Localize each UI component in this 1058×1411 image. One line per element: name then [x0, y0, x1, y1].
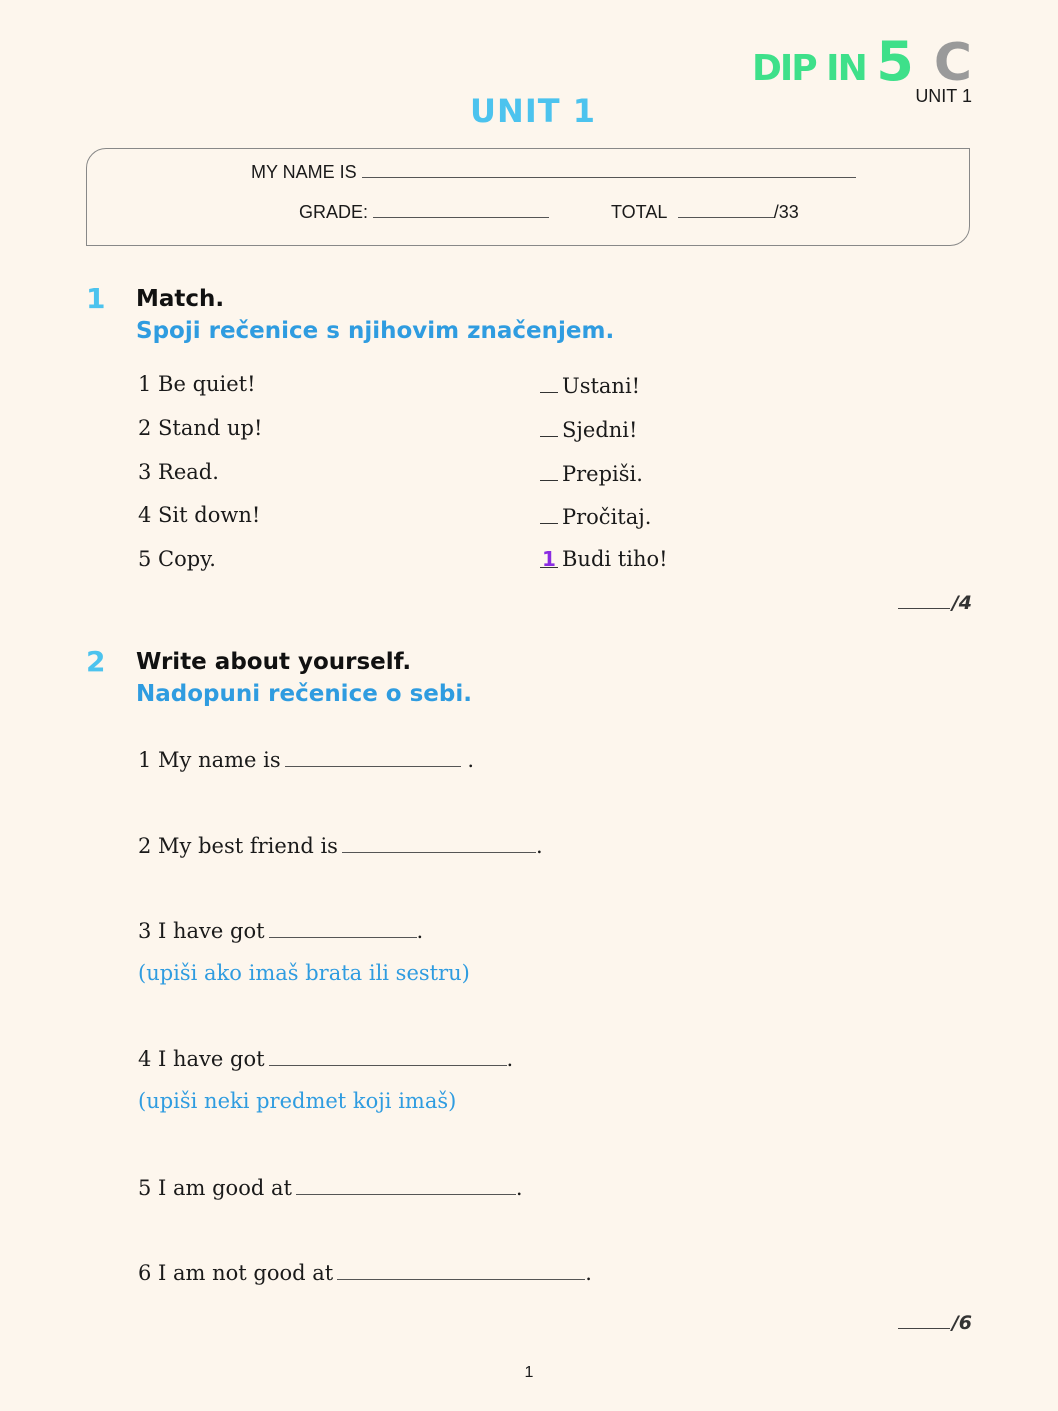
total-max: /33 [773, 202, 799, 222]
score-blank[interactable] [898, 608, 950, 609]
grade-blank[interactable] [373, 203, 549, 218]
unit-label: UNIT 1 [915, 86, 972, 106]
match-right-item: Sjedni! [540, 416, 637, 442]
grade-field[interactable] [299, 202, 549, 223]
section-1-number: 1 [86, 282, 106, 315]
match-left-item: 4 Sit down! [138, 503, 261, 527]
write-item: 2 My best friend is . [138, 834, 543, 858]
match-left-item: 2 Stand up! [138, 416, 263, 440]
page-number: 1 [524, 1364, 534, 1381]
write-item: 3 I have got . [138, 919, 424, 943]
hint-text: (upiši neki predmet koji imaš) [138, 1089, 457, 1113]
match-right-item: Pročitaj. [540, 503, 651, 529]
score-blank[interactable] [898, 1328, 950, 1329]
match-right-item: 1 Budi tiho! [540, 547, 668, 571]
section-1-subtitle: Spoji rečenice s njihovim značenjem. [136, 318, 615, 344]
match-left-item: 3 Read. [138, 460, 219, 484]
section-1-score: /4 [898, 592, 972, 614]
write-blank[interactable] [337, 1263, 585, 1280]
write-blank[interactable] [285, 750, 461, 767]
answer-blank[interactable] [540, 372, 558, 393]
write-item: 1 My name is . [138, 748, 474, 772]
write-blank[interactable] [269, 1049, 507, 1066]
section-1-title: Match. [136, 286, 225, 312]
match-left-item: 1 Be quiet! [138, 372, 256, 396]
write-item: 5 I am good at . [138, 1176, 523, 1200]
brand-name: DIP IN 5 [751, 30, 912, 93]
total-label: TOTAL [611, 202, 667, 222]
brand-letter: C [933, 33, 972, 93]
write-blank[interactable] [342, 836, 536, 853]
section-2-score: /6 [898, 1312, 972, 1334]
name-blank[interactable] [362, 163, 856, 178]
match-right-item: Ustani! [540, 372, 640, 398]
grade-label: GRADE: [299, 202, 369, 222]
hint-text: (upiši ako imaš brata ili sestru) [138, 961, 470, 985]
match-left-item: 5 Copy. [138, 547, 216, 571]
brand-logo [751, 30, 972, 93]
write-blank[interactable] [296, 1178, 516, 1195]
name-field[interactable] [251, 162, 856, 183]
match-right-item: Prepiši. [540, 460, 643, 486]
write-blank[interactable] [269, 921, 417, 938]
write-item: 4 I have got . [138, 1047, 514, 1071]
example-answer: 1 [540, 547, 558, 568]
answer-blank[interactable] [540, 503, 558, 524]
section-2-number: 2 [86, 645, 106, 678]
section-2-subtitle: Nadopuni rečenice o sebi. [136, 681, 472, 707]
write-item: 6 I am not good at . [138, 1261, 592, 1285]
section-2-title: Write about yourself. [136, 649, 412, 675]
total-field[interactable] [611, 202, 799, 223]
page-title: UNIT 1 [470, 92, 596, 130]
answer-blank[interactable] [540, 460, 558, 481]
total-blank[interactable] [678, 203, 774, 218]
answer-blank[interactable] [540, 416, 558, 437]
name-label: MY NAME IS [251, 162, 357, 182]
